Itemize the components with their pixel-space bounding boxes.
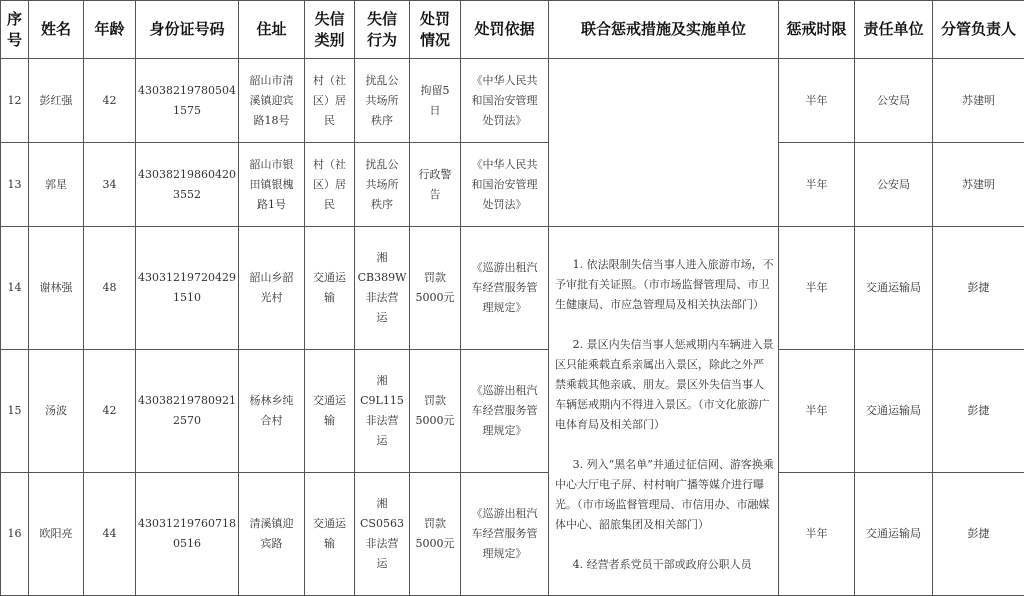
id-cell: 43031219720429 1510 <box>136 227 239 350</box>
table-row <box>1 227 1024 350</box>
measure-item: 1. 依法限制失信当事人进入旅游市场，不予审批有关证照。（市市场监督管理局、市卫生健康局、市应急管理局及相关执法部门） <box>555 255 774 315</box>
joint-measures-cell <box>549 227 779 596</box>
behavior-cell: 湘 CS0563 非法营 运 <box>355 473 410 596</box>
id-cell: 43038219860420 3552 <box>136 143 239 227</box>
name-cell: 谢林强 <box>29 227 84 350</box>
age-cell: 42 <box>84 350 136 473</box>
header-age: 年龄 <box>84 1 136 59</box>
leader-cell: 彭捷 <box>933 227 1024 350</box>
header-leader: 分管负责人 <box>933 1 1024 59</box>
header-address: 住址 <box>239 1 305 59</box>
penalty-cell: 罚款 5000元 <box>410 350 461 473</box>
address-cell: 韶山乡韶 光村 <box>239 227 305 350</box>
id-cell: 43031219760718 0516 <box>136 473 239 596</box>
seq-cell: 14 <box>1 227 29 350</box>
measures-empty-cell <box>549 59 779 227</box>
unit-cell: 公安局 <box>855 59 933 143</box>
header-basis: 处罚依据 <box>461 1 549 59</box>
category-cell: 交通运 输 <box>305 350 355 473</box>
period-cell: 半年 <box>779 143 855 227</box>
seq-cell: 13 <box>1 143 29 227</box>
header-behavior: 失信 行为 <box>355 1 410 59</box>
unit-cell: 交通运输局 <box>855 350 933 473</box>
leader-cell: 苏建明 <box>933 59 1024 143</box>
header-row <box>1 1 1024 59</box>
header-category: 失信 类别 <box>305 1 355 59</box>
penalty-cell: 拘留5 日 <box>410 59 461 143</box>
seq-cell: 12 <box>1 59 29 143</box>
unit-cell: 公安局 <box>855 143 933 227</box>
period-cell: 半年 <box>779 350 855 473</box>
table-row <box>1 59 1024 143</box>
basis-cell: 《巡游出租汽 车经营服务管 理规定》 <box>461 473 549 596</box>
behavior-cell: 湘 CB389W 非法营 运 <box>355 227 410 350</box>
id-cell: 43038219780504 1575 <box>136 59 239 143</box>
leader-cell: 苏建明 <box>933 143 1024 227</box>
name-cell: 彭红强 <box>29 59 84 143</box>
header-penalty: 处罚 情况 <box>410 1 461 59</box>
age-cell: 34 <box>84 143 136 227</box>
header-name: 姓名 <box>29 1 84 59</box>
leader-cell: 彭捷 <box>933 473 1024 596</box>
unit-cell: 交通运输局 <box>855 227 933 350</box>
address-cell: 韶山市银 田镇银槐 路1号 <box>239 143 305 227</box>
id-cell: 43038219780921 2570 <box>136 350 239 473</box>
address-cell: 韶山市清 溪镇迎宾 路18号 <box>239 59 305 143</box>
category-cell: 村（社 区）居 民 <box>305 143 355 227</box>
penalty-cell: 行政警 告 <box>410 143 461 227</box>
measure-item: 2. 景区内失信当事人惩戒期内车辆进入景区只能乘载直系亲属出入景区，除此之外严禁乘载其他亲戚、朋友。景区外失信当事人车辆惩戒期内不得进入景区。（市文化旅游广电体育局及相关部门） <box>555 335 774 435</box>
header-unit: 责任单位 <box>855 1 933 59</box>
basis-cell: 《巡游出租汽 车经营服务管 理规定》 <box>461 350 549 473</box>
measure-item: 3. 列入“黑名单”并通过征信网、游客换乘中心大厅电子屏、村村响广播等媒介进行曝光。（市市场监督管理局、市信用办、市融媒体中心、韶旅集团及相关部门） <box>555 455 774 535</box>
penalty-cell: 罚款 5000元 <box>410 227 461 350</box>
address-cell: 清溪镇迎 宾路 <box>239 473 305 596</box>
header-measures: 联合惩戒措施及实施单位 <box>549 1 779 59</box>
table-row <box>1 473 1024 596</box>
leader-cell: 彭捷 <box>933 350 1024 473</box>
header-id: 身份证号码 <box>136 1 239 59</box>
address-cell: 杨林乡纯 合村 <box>239 350 305 473</box>
behavior-cell: 扰乱公 共场所 秩序 <box>355 59 410 143</box>
period-cell: 半年 <box>779 473 855 596</box>
behavior-cell: 扰乱公 共场所 秩序 <box>355 143 410 227</box>
table-row <box>1 143 1024 227</box>
name-cell: 汤波 <box>29 350 84 473</box>
age-cell: 44 <box>84 473 136 596</box>
header-seq: 序 号 <box>1 1 29 59</box>
seq-cell: 16 <box>1 473 29 596</box>
table-row <box>1 350 1024 473</box>
seq-cell: 15 <box>1 350 29 473</box>
measure-item: 4. 经营者系党员干部或政府公职人员 <box>555 555 774 575</box>
behavior-cell: 湘 C9L115 非法营 运 <box>355 350 410 473</box>
period-cell: 半年 <box>779 59 855 143</box>
name-cell: 欧阳亮 <box>29 473 84 596</box>
header-period: 惩戒时限 <box>779 1 855 59</box>
age-cell: 42 <box>84 59 136 143</box>
age-cell: 48 <box>84 227 136 350</box>
basis-cell: 《巡游出租汽 车经营服务管 理规定》 <box>461 227 549 350</box>
category-cell: 村（社 区）居 民 <box>305 59 355 143</box>
period-cell: 半年 <box>779 227 855 350</box>
basis-cell: 《中华人民共 和国治安管理 处罚法》 <box>461 59 549 143</box>
category-cell: 交通运 输 <box>305 227 355 350</box>
penalty-cell: 罚款 5000元 <box>410 473 461 596</box>
name-cell: 郭星 <box>29 143 84 227</box>
unit-cell: 交通运输局 <box>855 473 933 596</box>
basis-cell: 《中华人民共 和国治安管理 处罚法》 <box>461 143 549 227</box>
category-cell: 交通运 输 <box>305 473 355 596</box>
